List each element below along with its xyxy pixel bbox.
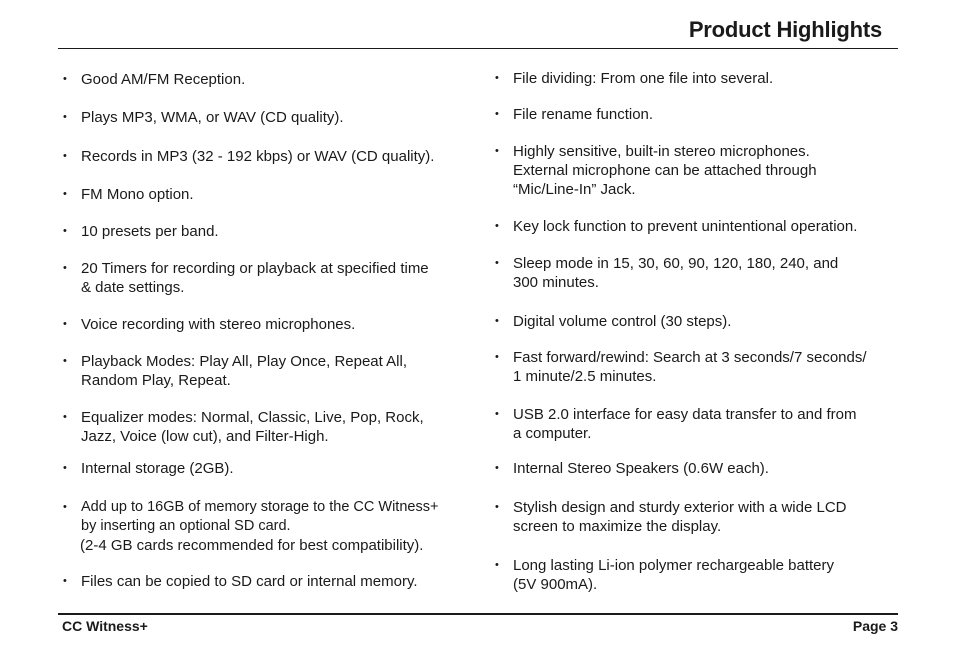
bullet: •: [63, 225, 67, 237]
bullet: •: [63, 575, 67, 587]
bullet: •: [63, 411, 67, 423]
item-text: Internal Stereo Speakers (0.6W each).: [513, 460, 769, 477]
bullet: •: [63, 462, 67, 474]
item-text: Voice recording with stereo microphones.: [81, 316, 356, 333]
item-text: Long lasting Li-ion polymer rechargeable battery: [513, 557, 835, 574]
item-text: External microphone can be attached through: [513, 162, 817, 179]
bullet: •: [63, 73, 67, 85]
item-text: screen to maximize the display.: [513, 518, 722, 535]
item-text: & date settings.: [81, 279, 185, 296]
item-text: Add up to 16GB of memory storage to the CC Witness+: [81, 499, 439, 515]
item-text: Random Play, Repeat.: [81, 372, 231, 389]
item-text: Key lock function to prevent unintentional operation.: [513, 218, 858, 235]
item-text: 300 minutes.: [513, 274, 599, 291]
bullet: •: [63, 150, 67, 162]
item-text: “Mic/Line-In” Jack.: [513, 181, 636, 198]
item-text: Playback Modes: Play All, Play Once, Repeat All,: [81, 353, 407, 370]
item-text: 1 minute/2.5 minutes.: [513, 368, 657, 385]
bullet: •: [495, 257, 499, 269]
bullet: •: [495, 220, 499, 232]
item-text: Good AM/FM Reception.: [81, 71, 246, 88]
item-text: 10 presets per band.: [81, 223, 219, 240]
bullet: •: [495, 462, 499, 474]
item-text: Fast forward/rewind: Search at 3 seconds/7 seconds/: [513, 349, 867, 366]
item-text: by inserting an optional SD card.: [81, 518, 291, 534]
bullet: •: [63, 501, 67, 513]
item-text: File dividing: From one file into several.: [513, 70, 774, 87]
item-text: Jazz, Voice (low cut), and Filter-High.: [81, 428, 329, 445]
item-text: 20 Timers for recording or playback at specified time: [81, 260, 429, 277]
item-text: Sleep mode in 15, 30, 60, 90, 120, 180, 240, and: [513, 255, 839, 272]
header-rule: [58, 48, 898, 49]
bullet: •: [495, 501, 499, 513]
page-number: Page 3: [852, 618, 898, 634]
item-text: Stylish design and sturdy exterior with a wide LCD: [513, 499, 847, 516]
item-text: (5V 900mA).: [513, 576, 598, 593]
item-text: USB 2.0 interface for easy data transfer to and from: [513, 406, 857, 423]
item-text: File rename function.: [513, 106, 654, 123]
bullet: •: [495, 351, 499, 363]
page-title: Product Highlights: [688, 17, 882, 42]
bullet: •: [63, 111, 67, 123]
item-text: Equalizer modes: Normal, Classic, Live, Pop, Rock,: [81, 409, 424, 426]
item-text: Highly sensitive, built-in stereo microphones.: [513, 143, 810, 160]
item-text: Digital volume control (30 steps).: [513, 313, 732, 330]
footer-product-name: CC Witness+: [62, 618, 148, 634]
item-text: Files can be copied to SD card or internal memory.: [81, 573, 418, 590]
item-text: Internal storage (2GB).: [81, 460, 234, 477]
item-note: (2-4 GB cards recommended for best compatibility).: [80, 537, 424, 554]
bullet: •: [63, 318, 67, 330]
bullet: •: [495, 72, 499, 84]
bullet: •: [495, 315, 499, 327]
item-text: Plays MP3, WMA, or WAV (CD quality).: [81, 109, 344, 126]
item-text: Records in MP3 (32 - 192 kbps) or WAV (CD quality).: [81, 148, 435, 165]
bullet: •: [495, 145, 499, 157]
bullet: •: [63, 262, 67, 274]
bullet: •: [495, 559, 499, 571]
bullet: •: [495, 108, 499, 120]
bullet: •: [495, 408, 499, 420]
footer-rule: [58, 613, 898, 615]
bullet: •: [63, 188, 67, 200]
item-text: a computer.: [513, 425, 592, 442]
bullet: •: [63, 355, 67, 367]
item-text: FM Mono option.: [81, 186, 194, 203]
